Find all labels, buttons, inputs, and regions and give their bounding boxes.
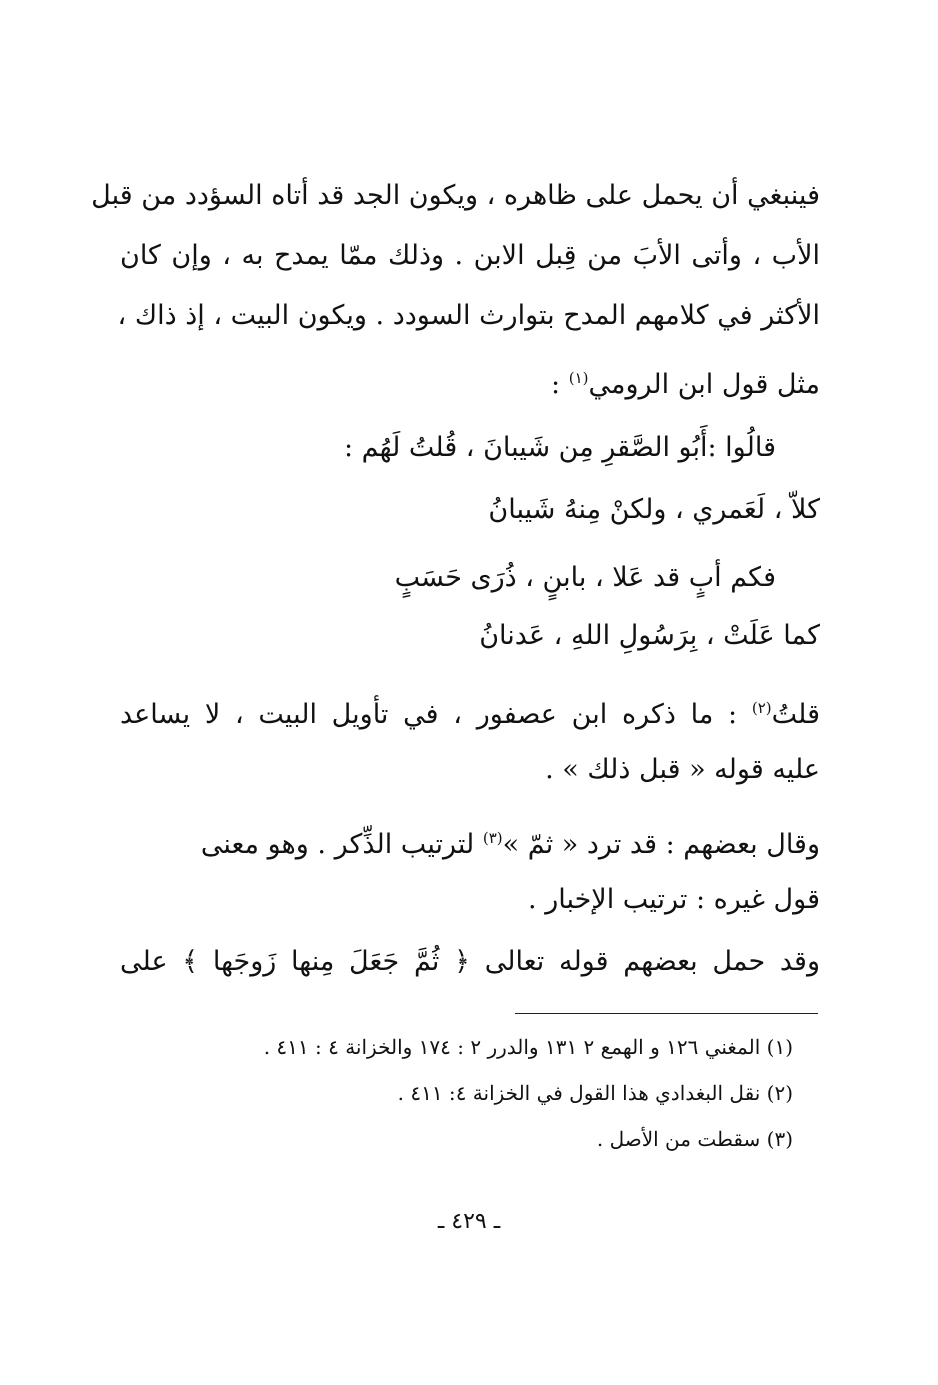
paragraph-2-start: قلتُ bbox=[771, 699, 820, 730]
footnote-marker-3[interactable]: (٣) bbox=[482, 829, 503, 847]
footnote-2: (٢) نقل البغدادي هذا القول في الخزانة ٤: ٤١١ . bbox=[397, 1081, 793, 1105]
paragraph-2-rest: : ما ذكره ابن عصفور ، في تأويل البيت ، لا يساعد bbox=[120, 699, 752, 730]
footnote-marker-1[interactable]: (١) bbox=[568, 369, 589, 387]
verse-3: فكم أبٍ قد عَلا ، بابنٍ ، ذُرَى حَسَبٍ bbox=[394, 562, 776, 593]
body-line-4-text: مثل قول ابن الرومي bbox=[588, 369, 820, 400]
paragraph-3-rest: لترتيب الذِّكر . وهو معنى bbox=[200, 829, 483, 860]
paragraph-2-line-1 bbox=[120, 688, 820, 735]
body-line-3: الأكثر في كلامهم المدح بتوارث السودد . ويكون البيت ، إذ ذاك ، bbox=[117, 300, 820, 331]
footnote-1: (١) المغني ١٢٦ و الهمع ٢ ١٣١ والدرر ٢ : ١٧٤ والخزانة ٤ : ٤١١ . bbox=[263, 1035, 793, 1059]
paragraph-3-line-2: قول غيره : ترتيب الإخبار . bbox=[528, 884, 820, 915]
body-line-2: الأب ، وأتى الأبَ من قِبل الابن . وذلك ممّا يمدح به ، وإن كان bbox=[120, 240, 820, 271]
body-line-1: فينبغي أن يحمل على ظاهره ، ويكون الجد قد أتاه السؤدد من قبل bbox=[91, 180, 820, 211]
paragraph-3-line-1 bbox=[120, 818, 820, 865]
page-number: ـ ٤٢٩ ـ bbox=[437, 1209, 501, 1234]
paragraph-3-start: وقال بعضهم : قد ترد « ثمّ » bbox=[502, 829, 820, 860]
body-line-4 bbox=[120, 358, 820, 405]
footnote-marker-2[interactable]: (٢) bbox=[751, 699, 772, 717]
verse-4: كما عَلَتْ ، بِرَسُولِ اللهِ ، عَدنانُ bbox=[479, 620, 820, 651]
footnote-divider bbox=[515, 1013, 818, 1014]
footnote-3: (٣) سقطت من الأصل . bbox=[596, 1127, 793, 1151]
paragraph-2-line-2: عليه قوله « قبل ذلك » . bbox=[545, 754, 820, 785]
body-line-4-tail: : bbox=[551, 369, 569, 400]
verse-2: كلاّ ، لَعَمري ، ولكنْ مِنهُ شَيبانُ bbox=[488, 494, 820, 525]
paragraph-4-line-1: وقد حمل بعضهم قوله تعالى ﴿ ثُمَّ جَعَلَ مِنها زَوجَها ﴾ على bbox=[120, 946, 820, 977]
verse-1: قالُوا :أَبُو الصَّقرِ مِن شَيبانَ ، قُلتُ لَهُم : bbox=[343, 432, 776, 463]
